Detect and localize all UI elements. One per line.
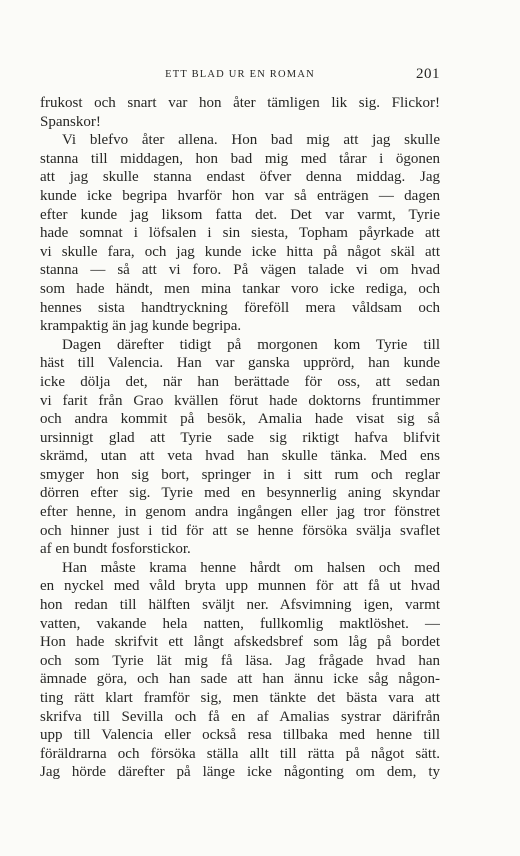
text-line: Han måste krama henne hårdt om halsen och med	[62, 559, 440, 576]
text-line: ämnade göra, och han sade att han ännu icke såg någon-	[40, 671, 440, 688]
text-line: stanna till middagen, hon bad mig med tårar i ögonen	[40, 150, 440, 167]
text-line: af en bundt fosforstickor.	[40, 541, 191, 558]
text-line: häst till Valencia. Han var ganska upprörd, han kunde	[40, 355, 440, 372]
text-line: upp till Valencia eller också resa tillbaka med henne till	[40, 727, 440, 744]
text-line: smyger hon sig bort, springer in i sitt rum och reglar	[40, 466, 440, 483]
body-text	[40, 94, 440, 782]
text-line: ursinnigt glad att Tyrie sade sig riktigt hafva blifvit	[40, 429, 440, 446]
page-header	[40, 66, 440, 86]
page-number: 201	[416, 66, 440, 82]
text-line: vatten, vakande hela natten, fullkomlig maktlöshet. —	[40, 615, 440, 632]
text-line: vi skulle fara, och jag kunde icke hitta på något skäl att	[40, 243, 440, 260]
text-line: hon redan till hälften sväljt ner. Afsvimning igen, varmt	[40, 597, 440, 614]
text-line: hade somnat i löfsalen i sin siesta, Topham påyrkade att	[40, 225, 440, 242]
text-line: Hon hade skrifvit ett långt afskedsbref som låg på bordet	[40, 634, 440, 651]
text-line: skrifva till Sevilla och få en af Amalias systrar därifrån	[40, 708, 440, 725]
text-line: föräldrarna och försöka ställa allt till rätta på något sätt.	[40, 745, 440, 762]
text-line: en nyckel med våld bryta upp munnen för att få ut hvad	[40, 578, 440, 595]
text-line: och andra kommit på besök, Amalia hade visat sig så	[40, 411, 440, 428]
text-line: krampaktig än jag kunde begripa.	[40, 318, 242, 335]
text-line: Spanskor!	[40, 113, 101, 130]
text-line: Vi blefvo åter allena. Hon bad mig att jag skulle	[62, 132, 440, 149]
text-line: vi farit från Grao kvällen förut hade doktorns fruntimmer	[40, 392, 440, 409]
text-line: och hinner just i tid för att se henne försöka svälja svaflet	[40, 522, 440, 539]
text-line: icke dölja det, när han berättade för oss, att sedan	[40, 373, 440, 390]
text-line: Dagen därefter tidigt på morgonen kom Tyrie till	[62, 336, 440, 353]
text-line: och som Tyrie lät mig få läsa. Jag frågade hvad han	[40, 652, 440, 669]
text-line: kunde icke begripa hvarför hon var så enträgen — dagen	[40, 187, 440, 204]
text-line: frukost och snart var hon åter tämligen lik sig. Flickor!	[40, 95, 440, 111]
text-line: Jag hörde därefter på länge icke någonting om dem, ty	[40, 764, 440, 781]
text-line: dörren efter sig. Tyrie med en besynnerlig aning skyndar	[40, 485, 440, 502]
text-line: att jag skulle stanna endast öfver denna middag. Jag	[40, 169, 440, 186]
text-line: stanna — så att vi foro. På vägen talade vi om hvad	[40, 262, 440, 279]
text-line: efter henne, in genom andra ingången eller jag tror fönstret	[40, 504, 440, 521]
running-head: ETT BLAD UR EN ROMAN	[165, 69, 315, 80]
text-line: som hade händt, men mina tankar voro icke rediga, och	[40, 280, 440, 297]
text-line: skrämd, utan att veta hvad han skulle tänka. Med ens	[40, 448, 440, 465]
text-line: efter kunde jag liksom fatta det. Det var varmt, Tyrie	[40, 206, 440, 223]
text-line: hennes sista handtryckning föreföll mera våldsam och	[40, 299, 440, 316]
text-line: ting rätt klart framför sig, men tänkte det bästa vara att	[40, 690, 440, 706]
